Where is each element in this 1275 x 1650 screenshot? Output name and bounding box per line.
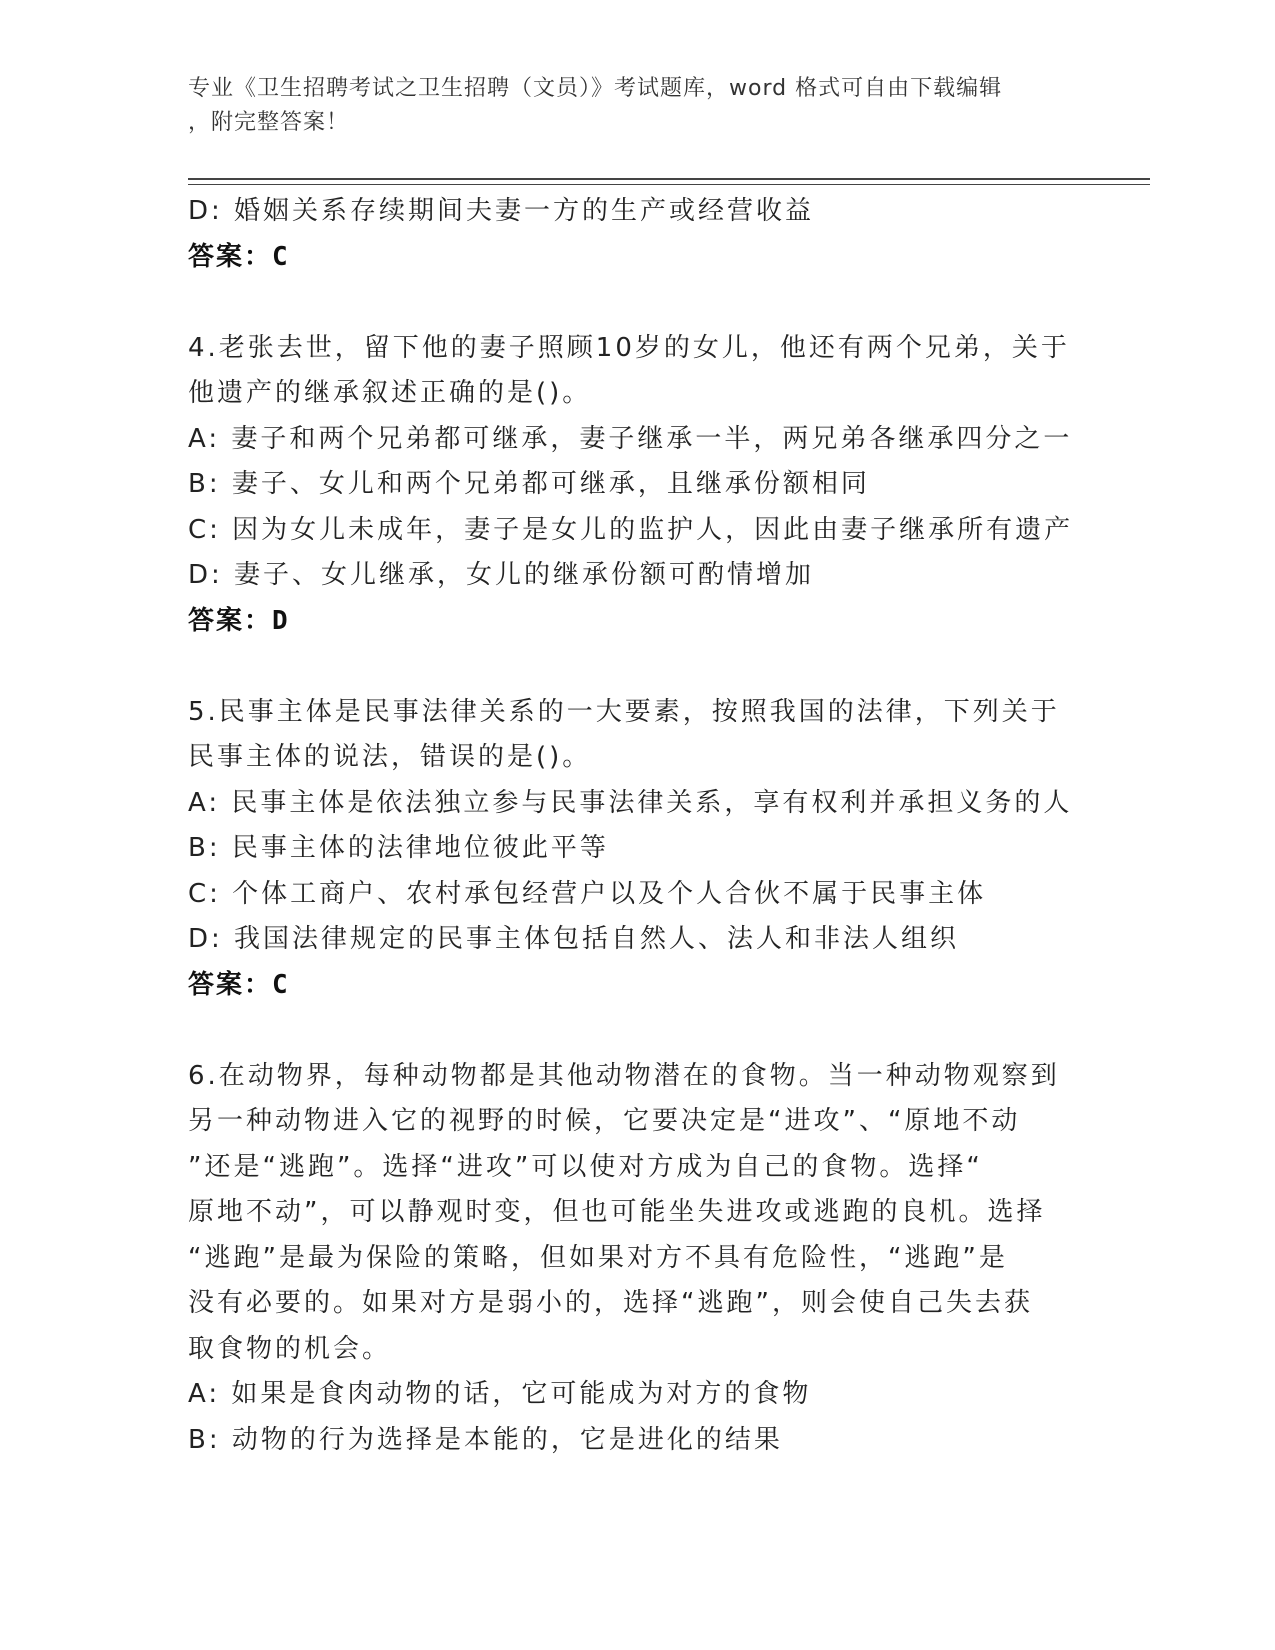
- question-4: [188, 326, 1088, 645]
- answer-value: C: [272, 969, 290, 1000]
- q5-option-c: C: 个体工商户、农村承包经营户以及个人合伙不属于民事主体: [188, 878, 987, 909]
- q5-option-d: D: 我国法律规定的民事主体包括自然人、法人和非法人组织: [188, 924, 960, 954]
- q4-option-b: B: 妻子、女儿和两个兄弟都可继承，且继承份额相同: [188, 469, 870, 499]
- q5-stem-line-1: 5.民事主体是民事法律关系的一大要素，按照我国的法律，下列关于: [188, 696, 1060, 727]
- q4-option-d: D: 妻子、女儿继承，女儿的继承份额可酌情增加: [188, 560, 815, 590]
- q5-answer: [188, 963, 1088, 1009]
- spacer: [188, 1008, 1088, 1054]
- spacer: [188, 280, 1088, 326]
- q6-option-a: A: 如果是食肉动物的话，它可能成为对方的食物: [188, 1379, 812, 1409]
- spacer: [188, 644, 1088, 690]
- header-divider-thin: [188, 184, 1150, 185]
- q4-stem-line-2: 他遗产的继承叙述正确的是()。: [188, 378, 592, 408]
- q6-stem-line-1: 6.在动物界，每种动物都是其他动物潜在的食物。当一种动物观察到: [188, 1060, 1060, 1091]
- answer-value: C: [272, 241, 290, 272]
- q4-stem-line-1: 4.老张去世，留下他的妻子照顾10岁的女儿，他还有两个兄弟，关于: [188, 332, 1070, 363]
- q5-option-a: A: 民事主体是依法独立参与民事法律关系，享有权利并承担义务的人: [188, 787, 1073, 818]
- question-6: [188, 1054, 1088, 1464]
- q6-stem-line-7: 取食物的机会。: [188, 1333, 392, 1364]
- q5-stem-line-2: 民事主体的说法，错误的是()。: [188, 742, 592, 772]
- header-line-2: ，附完整答案！: [188, 110, 350, 135]
- answer-label: 答案：: [188, 605, 273, 636]
- answer-label: 答案：: [188, 241, 273, 272]
- q3-option-d: D: 婚姻关系存续期间夫妻一方的生产或经营收益: [188, 196, 815, 226]
- page-header: [188, 72, 1088, 140]
- question-5: [188, 690, 1088, 1009]
- answer-label: 答案：: [188, 969, 273, 1000]
- q6-option-b: B: 动物的行为选择是本能的，它是进化的结果: [188, 1424, 783, 1455]
- q6-stem-line-5: “逃跑”是最为保险的策略，但如果对方不具有危险性，“逃跑”是: [188, 1242, 1008, 1273]
- q5-option-b: B: 民事主体的法律地位彼此平等: [188, 833, 609, 863]
- q4-option-a: A: 妻子和两个兄弟都可继承，妻子继承一半，两兄弟各继承四分之一: [188, 423, 1073, 454]
- document-body: [188, 189, 1088, 1463]
- q6-stem-line-3: ”还是“逃跑”。选择“进攻”可以使对方成为自己的食物。选择“: [188, 1151, 983, 1182]
- header-line-1: 专业《卫生招聘考试之卫生招聘（文员）》考试题库，word 格式可自由下载编辑: [188, 76, 1003, 101]
- q6-stem-line-2: 另一种动物进入它的视野的时候，它要决定是“进攻”、“原地不动: [188, 1106, 1021, 1136]
- answer-value: D: [272, 605, 290, 636]
- q4-option-c: C: 因为女儿未成年，妻子是女儿的监护人，因此由妻子继承所有遗产: [188, 514, 1074, 545]
- header-divider-thick: [188, 178, 1150, 180]
- q3-answer: [188, 235, 1088, 281]
- q4-answer: [188, 599, 1088, 645]
- q6-stem-line-4: 原地不动”，可以静观时变，但也可能坐失进攻或逃跑的良机。选择: [188, 1197, 1046, 1227]
- q6-stem-line-6: 没有必要的。如果对方是弱小的，选择“逃跑”，则会使自己失去获: [188, 1288, 1033, 1318]
